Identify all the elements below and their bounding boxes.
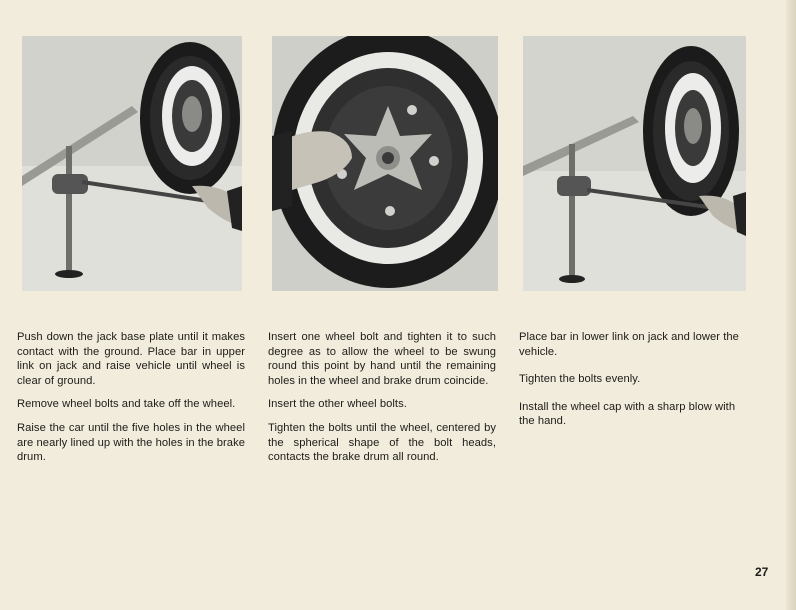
instruction-paragraph: Remove wheel bolts and take off the wheel. — [17, 398, 236, 411]
wheel-bolt-illustration — [272, 36, 498, 291]
wheel-bolt-photo — [272, 36, 498, 291]
jack-lowering-illustration — [523, 36, 746, 291]
instructions-column-3 — [519, 330, 747, 442]
instruction-paragraph: Tighten the bolts until the wheel, centered by the spherical shape of the bolt heads, contacts the brake drum all round. — [268, 421, 496, 464]
instruction-paragraph: Insert one wheel bolt and tighten it to such degree as to allow the wheel to be swung round this point by hand until the remaining holes in the wheel and brake drum coincide. — [268, 331, 496, 387]
instructions-column-2 — [268, 330, 496, 474]
instruction-paragraph: Raise the car until the five holes in the wheel are nearly lined up with the holes in the brake drum. — [17, 421, 245, 464]
page-edge — [786, 0, 796, 610]
jack-lowering-photo — [523, 36, 746, 291]
instruction-paragraph: Push down the jack base plate until it makes contact with the ground. Place bar in upper link on jack and raise vehicle until wheel is clear of ground. — [17, 331, 245, 387]
page-number: 27 — [755, 565, 769, 579]
jack-raising-photo — [22, 36, 242, 291]
instructions-column-1 — [17, 330, 245, 474]
instruction-paragraph: Tighten the bolts evenly. — [519, 373, 641, 386]
instruction-paragraph: Place bar in lower link on jack and lower the vehicle. — [519, 331, 739, 358]
jack-raising-illustration — [22, 36, 242, 291]
instruction-paragraph: Insert the other wheel bolts. — [268, 398, 407, 411]
instruction-paragraph: Install the wheel cap with a sharp blow with the hand. — [519, 400, 736, 428]
